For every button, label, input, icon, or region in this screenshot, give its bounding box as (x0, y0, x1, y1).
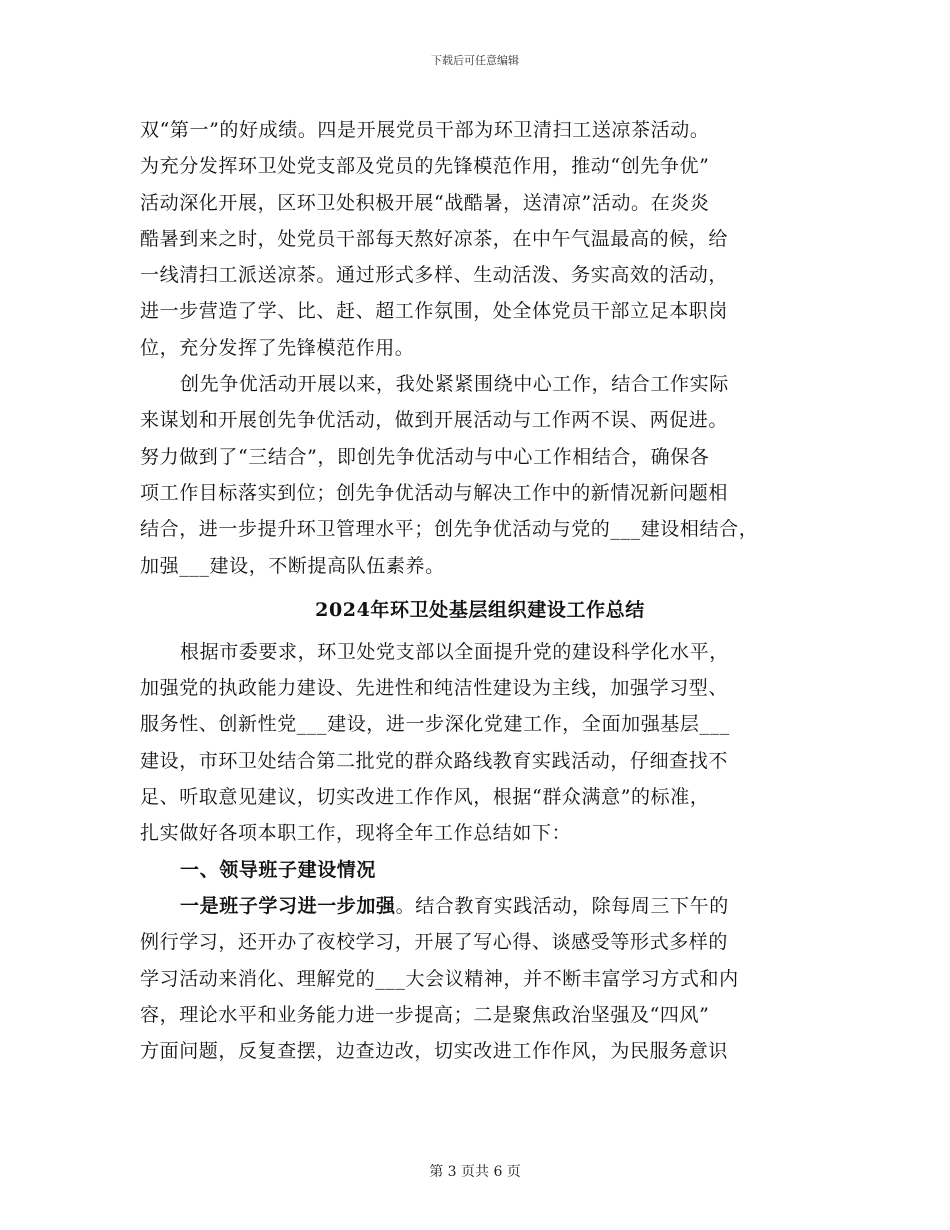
text-line: 加强___建设，不断提高队伍素养。 (140, 554, 445, 577)
text-line: 位，充分发挥了先锋模范作用。 (140, 336, 415, 359)
text-line: 建设，市环卫处结合第二批党的群众路线教育实践活动，仔细查找不 (140, 749, 729, 772)
page-footer: 第 3 页共 6 页 (429, 1164, 521, 1180)
text-line: 结合，进一步提升环卫管理水平；创先争优活动与党的___建设相结合， (140, 518, 759, 541)
text-line: 足、听取意见建议，切实改进工作作风，根据“群众满意”的标准， (140, 786, 710, 809)
document-body (140, 112, 820, 1069)
text-line: 双“第一”的好成绩。四是开展党员干部为环卫清扫工送凉茶活动。 (140, 119, 710, 141)
text-line: 进一步营造了学、比、赶、超工作氛围，处全体党员干部立足本职岗 (140, 300, 729, 323)
text-line: 项工作目标落实到位；创先争优活动与解决工作中的新情况新问题相 (140, 481, 729, 504)
text-line: 根据市委要求，环卫处党支部以全面提升党的建设科学化水平， (180, 640, 729, 663)
text-line (140, 888, 820, 924)
text-line: 为充分发挥环卫处党支部及党员的先锋模范作用，推动“创先争优” (140, 155, 710, 178)
text-line: 服务性、创新性党___建设，进一步深化党建工作，全面加强基层___ (140, 713, 730, 736)
text-line: 例行学习，还开办了夜校学习，开展了写心得、谈感受等形式多样的 (140, 931, 729, 954)
bold-lead-phrase: 一是班子学习进一步加强 (180, 894, 396, 917)
section-title: 2024年环卫处基层组织建设工作总结 (315, 598, 645, 621)
subsection-heading: 一、领导班子建设情况 (180, 858, 377, 881)
text-line: 扎实做好各项本职工作，现将全年工作总结如下： (140, 822, 572, 845)
text-line: 一线清扫工派送凉茶。通过形式多样、生动活泼、务实高效的活动， (140, 264, 729, 287)
text-line: 活动深化开展，区环卫处积极开展“战酷暑，送清凉”活动。在炎炎 (140, 191, 710, 214)
text-line: 容，理论水平和业务能力进一步提高；二是聚焦政治坚强及“四风” (140, 1003, 710, 1026)
text-line: 学习活动来消化、理解党的___大会议精神，并不断丰富学习方式和内 (140, 967, 739, 990)
text-line: 方面问题，反复查摆，边查边改，切实改进工作作风，为民服务意识 (140, 1040, 729, 1063)
text-line: 努力做到了“三结合”，即创先争优活动与中心工作相结合，确保各 (140, 445, 710, 468)
text-line: 酷暑到来之时，处党员干部每天熬好凉茶，在中午气温最高的候，给 (140, 227, 729, 250)
page-header: 下载后可任意编辑 (431, 54, 519, 67)
text-line: 创先争优活动开展以来，我处紧紧围绕中心工作，结合工作实际 (180, 373, 729, 396)
text-line: 加强党的执政能力建设、先进性和纯洁性建设为主线，加强学习型、 (140, 677, 729, 700)
text-line: 来谋划和开展创先争优活动，做到开展活动与工作两不误、两促进。 (140, 409, 729, 432)
text-run: 。结合教育实践活动，除每周三下午的 (395, 894, 729, 917)
